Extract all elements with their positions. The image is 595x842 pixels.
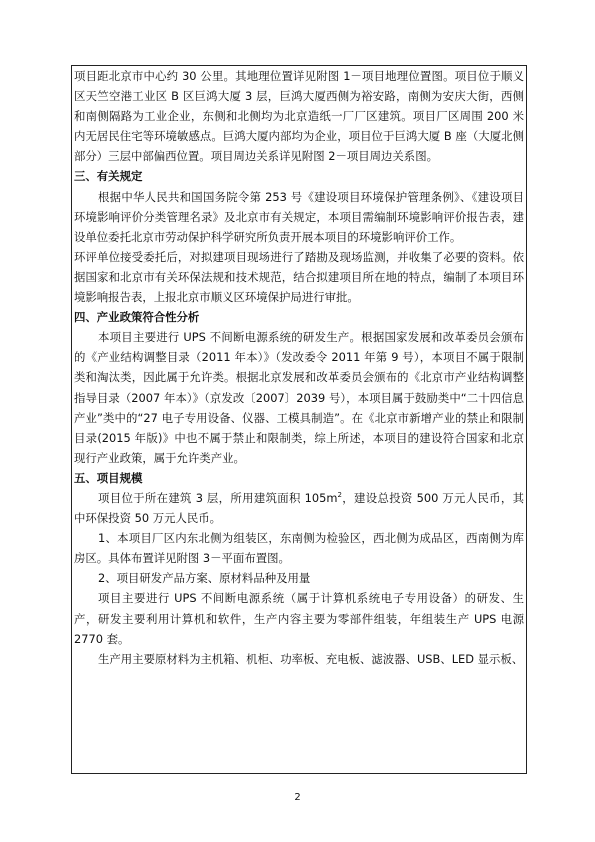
paragraph-industrial-policy: 本项目主要进行 UPS 不间断电源系统的研发生产。根据国家发展和改革委员会颁布的《产业结构调整目录（2011 年本）》（发改委令 2011 年第 9 号），本项目不属于限制类和淘汰类，因此属于允许类。根据北京发展和改革委员会颁布的《北京市产业结构调整指导目录（2007 年本）》（京发改〔2007〕2039 号），本项目属于鼓励类中“二十四信息产业”类中的“27 电子专用设备、仪器、工模具制造”。在《北京市新增产业的禁止和限制目录(2015 年版)》中也不属于禁止和限制类，综上所述，本项目的建设符合国家和北京现行产业政策，属于允许类产业。 xyxy=(74,330,524,465)
paragraph-project-scale xyxy=(74,488,524,528)
page-number: 2 xyxy=(294,792,301,803)
paragraph-layout: 1、本项目厂区内东北侧为组装区，东南侧为检验区，西北侧为成品区，西南侧为库房区。具体布置详见附图 3－平面布置图。 xyxy=(74,531,524,566)
paragraph-products: 项目主要进行 UPS 不间断电源系统（属于计算机系统电子专用设备）的研发、生产，研发主要利用计算机和软件，生产内容主要为零部件组装，年组装生产 UPS 电源 2770 套。 xyxy=(74,591,524,646)
document-body xyxy=(74,66,524,669)
scale-text-b: ，建设总投资 500 万元人民币，其中环保投资 50 万元人民币。 xyxy=(74,490,525,526)
paragraph-materials: 生产用主要原材料为主机箱、机柜、功率板、充电板、滤波器、USB、LED 显示板、 xyxy=(98,651,524,666)
section-heading-industrial-policy: 四、产业政策符合性分析 xyxy=(74,310,200,325)
area-unit-superscript: 2 xyxy=(337,491,342,500)
scale-text-a: 项目位于所在建筑 3 层，所用建筑面积 105m xyxy=(98,490,338,505)
paragraph-products-heading: 2、项目研发产品方案、原材料品种及用量 xyxy=(98,571,311,586)
section-heading-project-scale: 五、项目规模 xyxy=(74,470,143,485)
paragraph-location: 项目距北京市中心约 30 公里。其地理位置详见附图 1－项目地理位置图。项目位于顺义区天竺空港工业区 B 区巨鸿大厦 3 层，巨鸿大厦西侧为裕安路，南侧为安庆大街，西侧和南侧隔路为工业企业，东侧和北侧均为北京造纸一厂厂区建筑。项目厂区周围 200 米内无居民住宅等环境敏感点。巨鸿大厦内部均为企业，项目位于巨鸿大厦 B 座（大厦北侧部分）三层中部偏西位置。项目周边关系详见附图 2－项目周边关系图。 xyxy=(74,69,524,164)
section-heading-regulations: 三、有关规定 xyxy=(74,169,143,184)
paragraph-regulations: 根据中华人民共和国国务院令第 253 号《建设项目环境保护管理条例》、《建设项目环境影响评价分类管理名录》及北京市有关规定，本项目需编制环境影响评价报告表，建设单位委托北京市劳动保护科学研究所负责开展本项目的环境影响评价工作。 xyxy=(74,189,524,244)
paragraph-assessment: 环评单位接受委托后，对拟建项目现场进行了踏勘及现场监测，并收集了必要的资料。依据国家和北京市有关环保法规和技术规范，结合拟建项目所在地的特点，编制了本项目环境影响报告表，上报北京市顺义区环境保护局进行审批。 xyxy=(74,249,524,305)
